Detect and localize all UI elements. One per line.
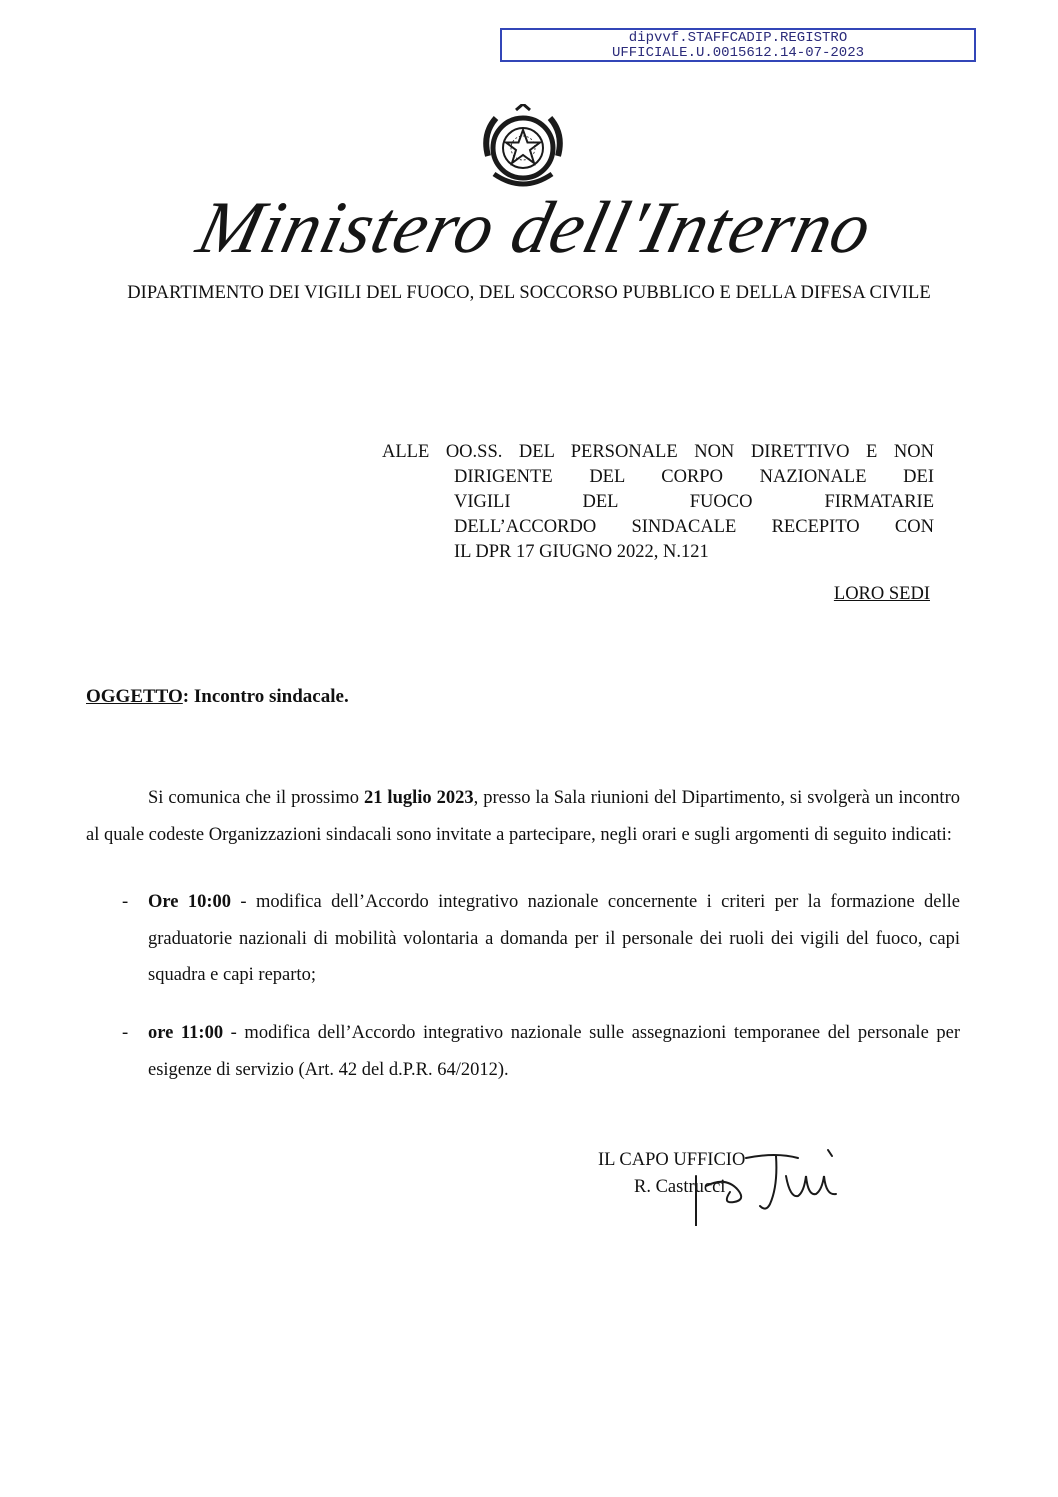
subject-text: Incontro sindacale. [193,686,349,707]
intro-text-1: Si comunica che il prossimo [148,788,364,808]
bullet-dash: - [122,892,129,912]
body-paragraph [86,780,960,853]
signer-title: IL CAPO UFFICIO [598,1150,746,1170]
agenda-text: - modifica dell’Accordo integrativo nazionale sulle assegnazioni temporanee del personale per esigenze di servizio (Art. 42 del d.P.R. 64/2012). [148,1023,960,1080]
protocol-stamp [500,28,976,62]
signer-name: R. Castrucci [634,1177,726,1197]
italian-republic-emblem-icon [478,104,568,192]
subject-label: OGGETTO [86,686,183,707]
handwritten-signature-icon [686,1146,856,1226]
meeting-date: 21 luglio 2023 [363,788,474,808]
department-name: DIPARTIMENTO DEI VIGILI DEL FUOCO, DEL SOCCORSO PUBBLICO E DELLA DIFESA CIVILE [127,283,931,303]
protocol-line-2: UFFICIALE.U.0015612.14-07-2023 [611,45,865,61]
bullet-dash: - [122,1023,129,1043]
agenda-item [86,1015,960,1088]
recipient-line: IL DPR 17 GIUGNO 2022, N.121 [454,542,709,562]
agenda-text: - modifica dell’Accordo integrativo nazionale concernente i criteri per la formazione delle graduatorie nazionali di mobilità volontaria a domanda per il personale dei ruoli dei vigili del fuoco, capi squadra e capi reparto; [148,892,960,985]
loro-sedi: LORO SEDI [833,584,930,604]
recipient-line: DELL’ACCORDO SINDACALE RECEPITO CON [454,517,934,537]
agenda-time: Ore 10:00 [148,892,232,912]
recipient-block [382,440,934,565]
recipient-line: DIRIGENTE DEL CORPO NAZIONALE DEI [454,467,934,487]
recipient-line: VIGILI DEL FUOCO FIRMATARIE [454,492,934,512]
agenda-item [86,884,960,994]
ministry-logo: Ministero dell'Interno [189,187,881,269]
recipient-line: ALLE OO.SS. DEL PERSONALE NON DIRETTIVO E NON [382,442,934,462]
protocol-line-1: dipvvf.STAFFCADIP.REGISTRO [628,30,848,46]
intro-text-2: , presso la Sala riunioni del Dipartimento, si svolgerà un incontro al quale codeste Organizzazioni sindacali sono invitate a partecipare, negli orari e sugli argomenti di seguito indicati: [86,788,960,845]
agenda-time: ore 11:00 [148,1023,224,1043]
subject-line: OGGETTO: Incontro sindacale. [86,686,349,707]
